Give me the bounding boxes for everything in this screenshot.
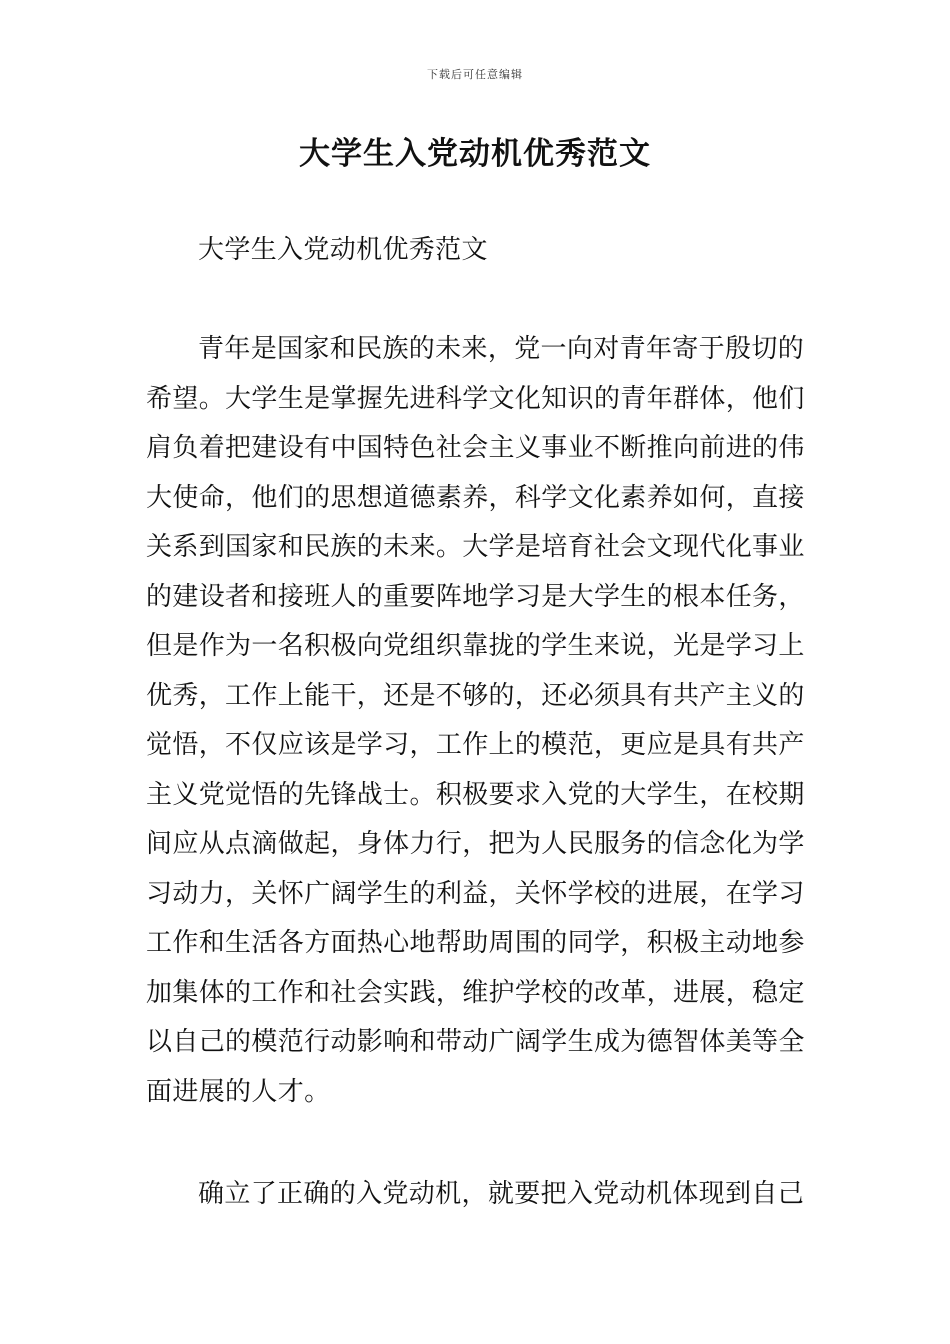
paragraph-line: 面进展的人才。 (146, 1076, 331, 1107)
paragraph-line: 加集体的工作和社会实践，维护学校的改革，进展，稳定 (146, 977, 805, 1008)
paragraph-line: 主义党觉悟的先锋战士。积极要求入党的大学生，在校期 (146, 779, 805, 810)
header-note: 下载后可任意编辑 (427, 68, 523, 81)
document-subtitle (146, 226, 808, 276)
document-title: 大学生入党动机优秀范文 (299, 136, 651, 172)
paragraph-line: 但是作为一名积极向党组织靠拢的学生来说，光是学习上 (146, 631, 805, 661)
paragraph-line: 优秀，工作上能干，还是不够的，还必须具有共产主义的 (146, 680, 805, 711)
paragraph-1 (146, 325, 808, 1117)
paragraph-line: 工作和生活各方面热心地帮助周围的同学，积极主动地参 (146, 928, 805, 958)
paragraph-line: 间应从点滴做起，身体力行，把为人民服务的信念化为学 (146, 829, 805, 859)
paragraph-line: 希望。大学生是掌握先进科学文化知识的青年群体，他们 (146, 383, 805, 414)
paragraph-line: 的建设者和接班人的重要阵地学习是大学生的根本任务， (146, 581, 805, 612)
paragraph-line: 青年是国家和民族的未来，党一向对青年寄于殷切的 (198, 334, 805, 364)
paragraph-line: 以自己的模范行动影响和带动广阔学生成为德智体美等全 (146, 1027, 805, 1057)
subtitle-line: 大学生入党动机优秀范文 (198, 235, 488, 265)
paragraph-line: 关系到国家和民族的未来。大学是培育社会文现代化事业 (146, 532, 805, 562)
paragraph-2 (146, 1170, 808, 1220)
paragraph-line: 习动力，关怀广阔学生的利益，关怀学校的进展，在学习 (146, 878, 805, 909)
paragraph-line: 肩负着把建设有中国特色社会主义事业不断推向前进的伟 (146, 433, 805, 463)
paragraph-line: 确立了正确的入党动机，就要把入党动机体现到自己 (198, 1179, 805, 1209)
paragraph-line: 觉悟，不仅应该是学习，工作上的模范，更应是具有共产 (146, 730, 805, 760)
paragraph-line: 大使命，他们的思想道德素养，科学文化素养如何，直接 (146, 482, 805, 513)
